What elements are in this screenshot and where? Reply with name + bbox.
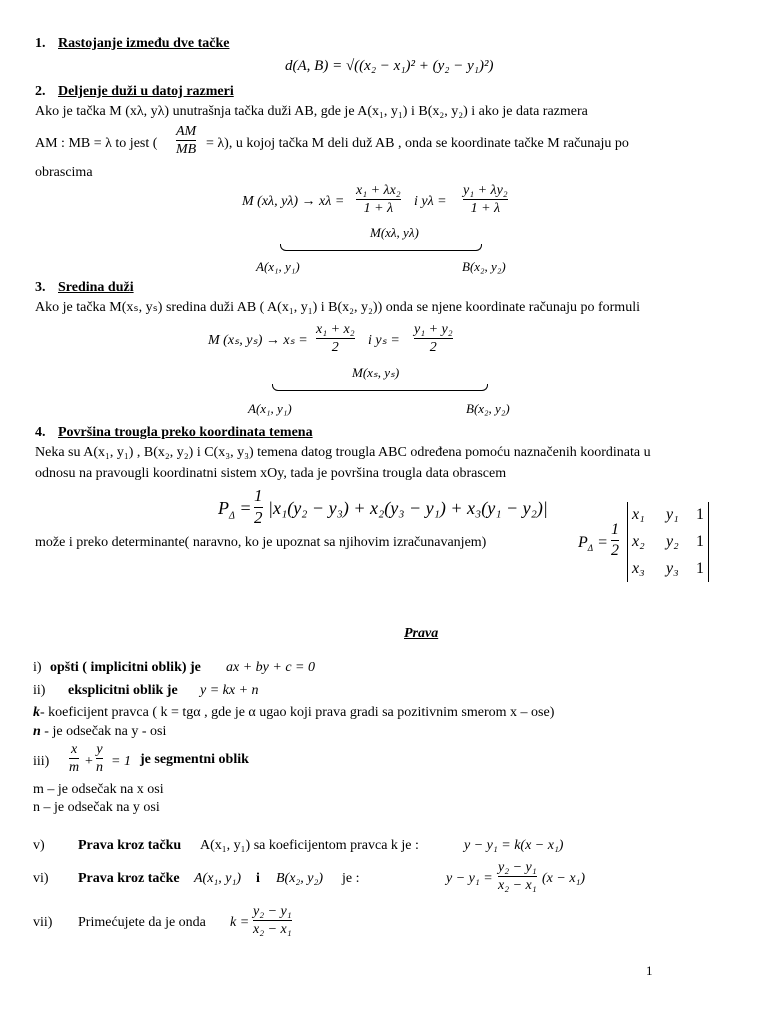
- line-v-label: v): [33, 838, 45, 853]
- det-cell: y₁: [666, 506, 679, 523]
- section-1-title: Rastojanje između dve tačke: [58, 36, 230, 51]
- line-i-label: i): [33, 660, 42, 675]
- det-cell: 1: [696, 560, 704, 577]
- distance-formula: d(A, B) = √((x₂ − x₁)² + (y₂ − y₁)²): [285, 58, 494, 74]
- page-number: 1: [646, 963, 653, 978]
- det-formula-half: 1 2: [611, 521, 619, 559]
- segment-plus: +: [85, 754, 93, 769]
- section-4-determinant-note: može i preko determinante( naravno, ko je upoznat sa njihovim izračunavanjem): [35, 535, 487, 550]
- segment-fraction-x: x m: [69, 742, 80, 776]
- division-fraction-y: y₁ + λy₂ 1 + λ: [463, 183, 508, 217]
- ratio-fraction: AM MB: [176, 124, 197, 158]
- line-vi-point-a: A(x₁, y₁): [194, 871, 242, 886]
- line-v-formula: y − y₁ = k(x − x₁): [464, 838, 564, 853]
- line-vii-label: vii): [33, 915, 53, 930]
- line-vi-label: vi): [33, 871, 49, 886]
- area-formula-lhs: $P_\Delta$ =: [218, 498, 252, 522]
- division-fraction-x: x₁ + λx₂ 1 + λ: [356, 183, 401, 217]
- det-cell: y₃: [666, 560, 679, 577]
- line-vi-fraction: y₂ − y₁ x₂ − x₁: [498, 860, 537, 894]
- m-definition: m – je odsečak na x osi: [33, 782, 164, 797]
- n-axis-definition: n – je odsečak na y osi: [33, 800, 160, 815]
- k-definition: k- koeficijent pravca ( k = tgα , gde je α ugao koji prava gradi sa pozitivnim smerom x – ose): [33, 705, 555, 720]
- line-v-bold: Prava kroz tačku: [78, 838, 182, 853]
- line-vii-fraction: y₂ − y₁ x₂ − x₁: [253, 904, 292, 938]
- section-3-number: 3.: [35, 280, 46, 295]
- line-vii-lhs: k =: [230, 915, 250, 930]
- midpoint-segment-brace: [272, 384, 488, 391]
- midpoint-formula-left: M (xₛ, yₛ) → xₛ =: [208, 333, 308, 348]
- line-iii-text: je segmentni oblik: [140, 752, 249, 767]
- midpoint-fraction-x: x₁ + x₂ 2: [316, 322, 355, 356]
- section-4-number: 4.: [35, 425, 46, 440]
- section-3-paragraph: Ako je tačka M(xₛ, yₛ) sredina duži AB ( A(x₁, y₁) i B(x₂, y₂)) onda se njene koordinate računaju po formuli: [35, 300, 640, 315]
- section-2-ratio-end: = λ), u kojoj tačka M deli duž AB , onda se koordinate tačke M računaju po: [206, 136, 629, 151]
- section-4-title: Površina trougla preko koordinata temena: [58, 425, 313, 440]
- division-point-b-label: B(x₂, y₂): [462, 259, 506, 274]
- line-vi-rhs: (x − x₁): [542, 871, 586, 886]
- section-2-obrascima: obrascima: [35, 165, 93, 180]
- line-iii-label: iii): [33, 754, 50, 769]
- division-formula-mid: i yλ =: [414, 194, 447, 209]
- division-formula-left: M (xλ, yλ) → xλ =: [242, 194, 345, 209]
- division-segment-brace: [280, 244, 482, 251]
- line-i-formula: ax + by + c = 0: [226, 660, 315, 675]
- section-2-title: Deljenje duži u datoj razmeri: [58, 84, 234, 99]
- area-formula-half: 1 2: [254, 486, 263, 527]
- section-4-paragraph-line-1: Neka su A(x₁, y₁) , B(x₂, y₂) i C(x₃, y₃) temena datog trougla ABC određena pomoću naznačenih koordinata u: [35, 445, 651, 460]
- area-formula-body: |x₁(y₂ − y₃) + x₂(y₃ − y₁) + x₃(y₁ − y₂)|: [268, 498, 548, 518]
- section-2-paragraph-line-1: Ako je tačka M (xλ, yλ) unutrašnja tačka duži AB, gde je A(x₁, y₁) i B(x₂, y₂) i ako je data razmera: [35, 104, 588, 119]
- line-vi-and: i: [256, 871, 260, 886]
- midpoint-m-label: M(xₛ, yₛ): [352, 365, 400, 380]
- line-vi-bold: Prava kroz tačke: [78, 871, 180, 886]
- segment-fraction-y: y n: [96, 742, 103, 776]
- section-4-paragraph-line-2: odnosu na pravougli koordinatni sistem xOy, tada je površina trougla data obrascem: [35, 466, 507, 481]
- line-ii-formula: y = kx + n: [200, 683, 259, 698]
- division-point-a-label: A(x₁, y₁): [256, 259, 300, 274]
- determinant-matrix: [627, 502, 709, 582]
- n-definition: n - je odsečak na y - osi: [33, 724, 167, 739]
- line-ii-label: ii): [33, 683, 46, 698]
- det-cell: x₁: [632, 506, 645, 523]
- midpoint-fraction-y: y₁ + y₂ 2: [414, 322, 453, 356]
- line-vii-text: Primećujete da je onda: [78, 915, 206, 930]
- det-cell: 1: [696, 533, 704, 550]
- division-point-m-label: M(xλ, yλ): [370, 225, 419, 240]
- section-3-title: Sredina duži: [58, 280, 134, 295]
- segment-eq: = 1: [111, 754, 131, 769]
- line-ii-text: eksplicitni oblik je: [68, 683, 178, 698]
- prava-heading: Prava: [404, 626, 439, 641]
- line-vi-lhs: y − y₁ =: [446, 871, 493, 886]
- line-vi-je: je :: [342, 871, 360, 886]
- midpoint-b-label: B(x₂, y₂): [466, 401, 510, 416]
- midpoint-formula-mid: i yₛ =: [368, 333, 400, 348]
- det-cell: y₂: [666, 533, 679, 550]
- det-cell: x₃: [632, 560, 645, 577]
- det-cell: 1: [696, 506, 704, 523]
- section-2-ratio-start: AM : MB = λ to jest (: [35, 136, 158, 151]
- line-i-text: opšti ( implicitni oblik) je: [50, 660, 201, 675]
- line-vi-point-b: B(x₂, y₂): [276, 871, 324, 886]
- line-v-text: A(x₁, y₁) sa koeficijentom pravca k je :: [200, 838, 419, 853]
- det-formula-lhs: $P_\Delta$ =: [578, 534, 608, 554]
- section-1-number: 1.: [35, 36, 46, 51]
- midpoint-a-label: A(x₁, y₁): [248, 401, 292, 416]
- section-2-number: 2.: [35, 84, 46, 99]
- det-cell: x₂: [632, 533, 645, 550]
